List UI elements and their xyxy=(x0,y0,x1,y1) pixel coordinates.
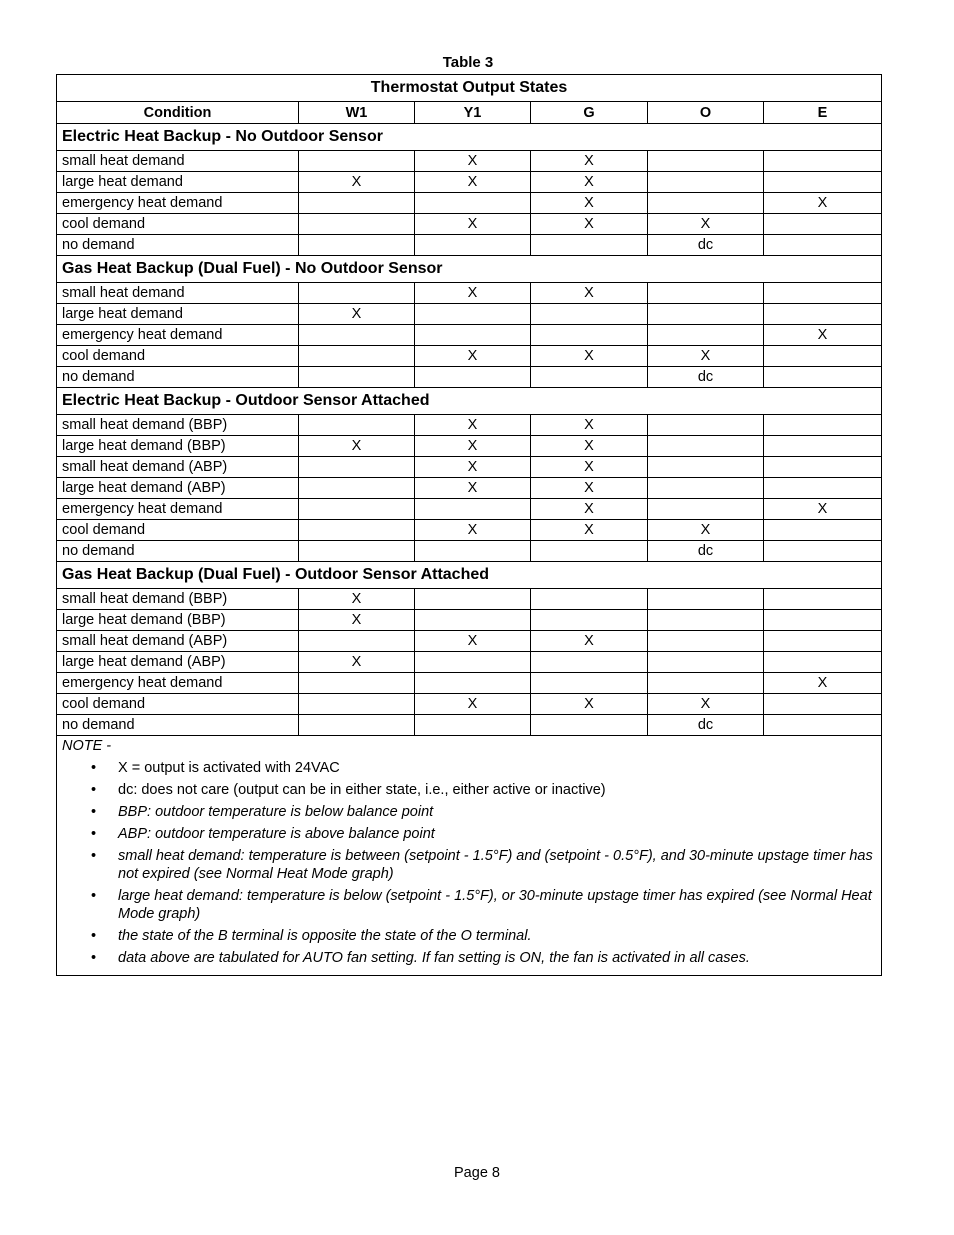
table-row xyxy=(57,673,882,694)
cell-e xyxy=(764,235,882,256)
cell-y1 xyxy=(415,499,531,520)
cell-o: X xyxy=(648,214,764,235)
cell-y1: X xyxy=(415,478,531,499)
cell-g: X xyxy=(531,172,648,193)
cell-o: dc xyxy=(648,715,764,736)
table-row xyxy=(57,415,882,436)
cell-o: dc xyxy=(648,235,764,256)
cell-condition: small heat demand xyxy=(57,283,299,304)
cell-condition: cool demand xyxy=(57,346,299,367)
note-item xyxy=(62,825,875,843)
cell-e xyxy=(764,520,882,541)
cell-g xyxy=(531,652,648,673)
note-item xyxy=(62,759,875,777)
cell-condition: large heat demand (ABP) xyxy=(57,652,299,673)
note-item xyxy=(62,847,875,883)
table-row xyxy=(57,520,882,541)
cell-y1: X xyxy=(415,436,531,457)
cell-g xyxy=(531,235,648,256)
cell-g xyxy=(531,367,648,388)
table-row xyxy=(57,304,882,325)
cell-condition: emergency heat demand xyxy=(57,193,299,214)
bullet-icon: • xyxy=(91,782,97,798)
cell-condition: large heat demand (BBP) xyxy=(57,610,299,631)
cell-condition: cool demand xyxy=(57,694,299,715)
note-item xyxy=(62,949,875,967)
cell-w1: X xyxy=(299,589,415,610)
table-row xyxy=(57,193,882,214)
cell-y1: X xyxy=(415,151,531,172)
section-heading: Gas Heat Backup (Dual Fuel) - No Outdoor Sensor xyxy=(57,256,882,283)
cell-e: X xyxy=(764,673,882,694)
section-heading-row xyxy=(57,388,882,415)
cell-w1 xyxy=(299,694,415,715)
section-heading-row xyxy=(57,124,882,151)
notes-heading: NOTE - xyxy=(62,738,112,754)
cell-o xyxy=(648,673,764,694)
section-heading: Gas Heat Backup (Dual Fuel) - Outdoor Sensor Attached xyxy=(57,562,882,589)
cell-y1 xyxy=(415,304,531,325)
cell-e xyxy=(764,589,882,610)
table-title: Thermostat Output States xyxy=(57,75,882,102)
note-text: data above are tabulated for AUTO fan setting. If fan setting is ON, the fan is activated in all cases. xyxy=(118,950,750,966)
cell-o xyxy=(648,631,764,652)
cell-e xyxy=(764,610,882,631)
cell-w1 xyxy=(299,325,415,346)
cell-condition: small heat demand (BBP) xyxy=(57,589,299,610)
cell-o: dc xyxy=(648,367,764,388)
table-row xyxy=(57,436,882,457)
cell-y1: X xyxy=(415,457,531,478)
cell-g: X xyxy=(531,436,648,457)
cell-o xyxy=(648,436,764,457)
note-text: large heat demand: temperature is below (setpoint - 1.5°F), or 30-minute upstage timer has expired (see Normal Heat Mode graph) xyxy=(118,888,872,922)
cell-condition: large heat demand xyxy=(57,304,299,325)
cell-e xyxy=(764,694,882,715)
table-row xyxy=(57,610,882,631)
cell-e xyxy=(764,415,882,436)
cell-condition: no demand xyxy=(57,235,299,256)
column-header-condition: Condition xyxy=(57,102,299,124)
cell-g: X xyxy=(531,193,648,214)
cell-condition: no demand xyxy=(57,715,299,736)
cell-y1 xyxy=(415,235,531,256)
cell-e xyxy=(764,151,882,172)
cell-o xyxy=(648,589,764,610)
cell-w1 xyxy=(299,499,415,520)
cell-w1 xyxy=(299,283,415,304)
note-text: dc: does not care (output can be in either state, i.e., either active or inactive) xyxy=(118,782,606,798)
cell-w1 xyxy=(299,520,415,541)
cell-condition: emergency heat demand xyxy=(57,325,299,346)
table-row xyxy=(57,367,882,388)
notes-list xyxy=(62,759,875,967)
note-text: ABP: outdoor temperature is above balance point xyxy=(118,826,435,842)
note-text: BBP: outdoor temperature is below balance point xyxy=(118,804,434,820)
cell-w1 xyxy=(299,214,415,235)
cell-w1 xyxy=(299,193,415,214)
cell-w1: X xyxy=(299,436,415,457)
cell-condition: small heat demand (BBP) xyxy=(57,415,299,436)
cell-o xyxy=(648,478,764,499)
cell-w1 xyxy=(299,673,415,694)
cell-w1 xyxy=(299,235,415,256)
cell-y1: X xyxy=(415,694,531,715)
cell-g: X xyxy=(531,151,648,172)
cell-y1: X xyxy=(415,520,531,541)
table-row xyxy=(57,694,882,715)
table-row xyxy=(57,325,882,346)
cell-condition: large heat demand xyxy=(57,172,299,193)
table-caption: Table 3 xyxy=(442,54,494,71)
cell-w1 xyxy=(299,346,415,367)
cell-e xyxy=(764,457,882,478)
bullet-icon: • xyxy=(91,950,97,966)
cell-w1: X xyxy=(299,610,415,631)
column-header-row xyxy=(57,102,882,124)
cell-condition: emergency heat demand xyxy=(57,499,299,520)
cell-e xyxy=(764,652,882,673)
cell-w1 xyxy=(299,631,415,652)
cell-o xyxy=(648,304,764,325)
cell-w1 xyxy=(299,367,415,388)
cell-e xyxy=(764,346,882,367)
column-header-g: G xyxy=(531,102,648,124)
cell-condition: large heat demand (BBP) xyxy=(57,436,299,457)
cell-y1 xyxy=(415,541,531,562)
cell-y1 xyxy=(415,652,531,673)
column-header-w1: W1 xyxy=(299,102,415,124)
table-row xyxy=(57,457,882,478)
table-row xyxy=(57,589,882,610)
note-text: X = output is activated with 24VAC xyxy=(118,760,340,776)
bullet-icon: • xyxy=(91,760,97,776)
column-header-e: E xyxy=(764,102,882,124)
table-row xyxy=(57,214,882,235)
cell-g xyxy=(531,304,648,325)
cell-w1 xyxy=(299,715,415,736)
cell-g: X xyxy=(531,214,648,235)
cell-o: X xyxy=(648,346,764,367)
cell-o xyxy=(648,193,764,214)
cell-g xyxy=(531,589,648,610)
cell-o: dc xyxy=(648,541,764,562)
table-row xyxy=(57,151,882,172)
cell-e xyxy=(764,214,882,235)
cell-condition: small heat demand (ABP) xyxy=(57,631,299,652)
cell-o xyxy=(648,457,764,478)
cell-condition: large heat demand (ABP) xyxy=(57,478,299,499)
cell-condition: small heat demand (ABP) xyxy=(57,457,299,478)
cell-e: X xyxy=(764,325,882,346)
section-heading: Electric Heat Backup - Outdoor Sensor Attached xyxy=(57,388,882,415)
cell-w1: X xyxy=(299,304,415,325)
bullet-icon: • xyxy=(91,804,97,820)
cell-o xyxy=(648,151,764,172)
cell-g: X xyxy=(531,346,648,367)
cell-y1 xyxy=(415,715,531,736)
table-row xyxy=(57,541,882,562)
cell-g xyxy=(531,673,648,694)
cell-o xyxy=(648,325,764,346)
cell-w1: X xyxy=(299,652,415,673)
table-row xyxy=(57,283,882,304)
cell-g: X xyxy=(531,415,648,436)
cell-o xyxy=(648,610,764,631)
cell-w1: X xyxy=(299,172,415,193)
cell-y1 xyxy=(415,193,531,214)
cell-e xyxy=(764,715,882,736)
page-number: Page 8 xyxy=(454,1165,500,1181)
cell-y1 xyxy=(415,367,531,388)
table-row xyxy=(57,631,882,652)
cell-g: X xyxy=(531,520,648,541)
notes-row xyxy=(57,736,882,976)
cell-e xyxy=(764,283,882,304)
note-item xyxy=(62,781,875,799)
cell-g xyxy=(531,325,648,346)
section-heading: Electric Heat Backup - No Outdoor Sensor xyxy=(57,124,882,151)
bullet-icon: • xyxy=(91,888,97,904)
cell-e: X xyxy=(764,193,882,214)
cell-o: X xyxy=(648,520,764,541)
table-row xyxy=(57,499,882,520)
cell-y1 xyxy=(415,589,531,610)
cell-g xyxy=(531,715,648,736)
cell-g xyxy=(531,541,648,562)
table-row xyxy=(57,652,882,673)
bullet-icon: • xyxy=(91,848,97,864)
bullet-icon: • xyxy=(91,826,97,842)
cell-e: X xyxy=(764,499,882,520)
thermostat-output-table xyxy=(56,74,882,976)
cell-g: X xyxy=(531,499,648,520)
cell-e xyxy=(764,172,882,193)
cell-y1: X xyxy=(415,346,531,367)
note-text: small heat demand: temperature is between (setpoint - 1.5°F) and (setpoint - 0.5°F), and 30-minute upstage timer has not expired (see Normal Heat Mode graph) xyxy=(118,848,873,882)
cell-g xyxy=(531,610,648,631)
cell-w1 xyxy=(299,151,415,172)
cell-e xyxy=(764,367,882,388)
cell-condition: no demand xyxy=(57,541,299,562)
column-header-y1: Y1 xyxy=(415,102,531,124)
cell-g: X xyxy=(531,631,648,652)
cell-o xyxy=(648,172,764,193)
cell-y1 xyxy=(415,673,531,694)
cell-condition: cool demand xyxy=(57,520,299,541)
cell-y1: X xyxy=(415,631,531,652)
cell-o xyxy=(648,415,764,436)
note-item xyxy=(62,927,875,945)
cell-condition: emergency heat demand xyxy=(57,673,299,694)
note-text: the state of the B terminal is opposite the state of the O terminal. xyxy=(118,928,532,944)
cell-o xyxy=(648,652,764,673)
note-item xyxy=(62,803,875,821)
cell-y1: X xyxy=(415,172,531,193)
cell-w1 xyxy=(299,541,415,562)
cell-e xyxy=(764,304,882,325)
notes-cell xyxy=(57,736,882,976)
table-row xyxy=(57,346,882,367)
cell-o xyxy=(648,499,764,520)
cell-g: X xyxy=(531,457,648,478)
cell-y1 xyxy=(415,610,531,631)
table-row xyxy=(57,715,882,736)
cell-e xyxy=(764,478,882,499)
cell-condition: no demand xyxy=(57,367,299,388)
table-title-row xyxy=(57,75,882,102)
column-header-o: O xyxy=(648,102,764,124)
cell-g: X xyxy=(531,478,648,499)
cell-o xyxy=(648,283,764,304)
cell-e xyxy=(764,631,882,652)
bullet-icon: • xyxy=(91,928,97,944)
cell-e xyxy=(764,541,882,562)
cell-y1: X xyxy=(415,415,531,436)
table-row xyxy=(57,235,882,256)
table-row xyxy=(57,172,882,193)
cell-condition: cool demand xyxy=(57,214,299,235)
cell-y1 xyxy=(415,325,531,346)
cell-w1 xyxy=(299,457,415,478)
cell-y1: X xyxy=(415,283,531,304)
section-heading-row xyxy=(57,562,882,589)
cell-y1: X xyxy=(415,214,531,235)
section-heading-row xyxy=(57,256,882,283)
cell-g: X xyxy=(531,283,648,304)
cell-condition: small heat demand xyxy=(57,151,299,172)
cell-g: X xyxy=(531,694,648,715)
note-item xyxy=(62,887,875,923)
table-row xyxy=(57,478,882,499)
cell-e xyxy=(764,436,882,457)
cell-w1 xyxy=(299,478,415,499)
cell-o: X xyxy=(648,694,764,715)
cell-w1 xyxy=(299,415,415,436)
